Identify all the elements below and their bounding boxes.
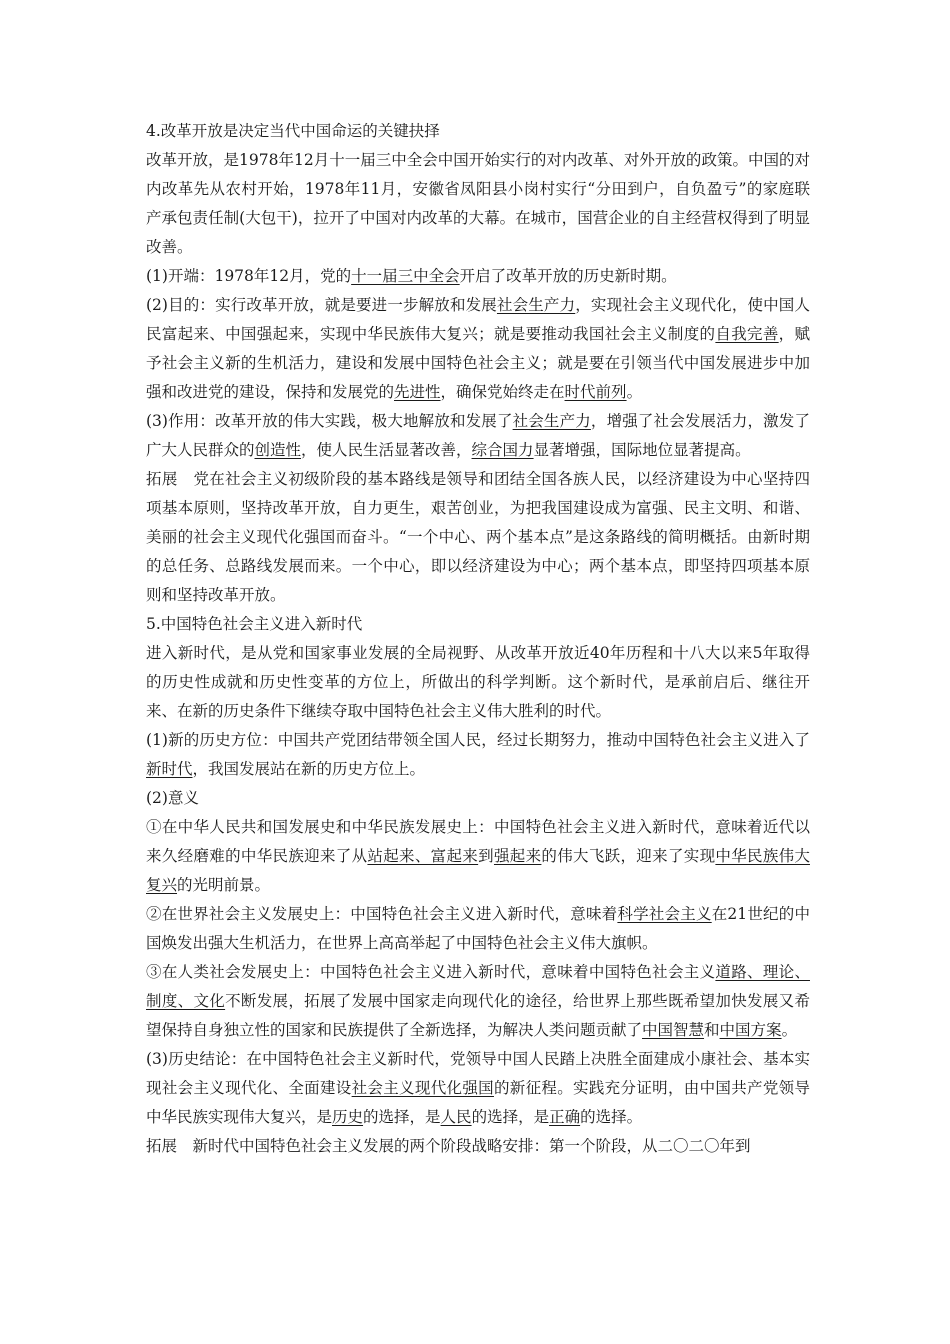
underlined-keyword: 综合国力 [471, 441, 534, 459]
underlined-keyword: 正确 [549, 1108, 581, 1126]
text-run: ，增强了社会发展活力，激发了广大人民群众的 [146, 412, 810, 459]
text-run: ，实现社会主义现代化，使中国人民富起来、中国强起来，实现中华民族伟大复兴；就是要推动我国社会主义制度的 [146, 296, 810, 343]
underlined-keyword: 创造性 [254, 441, 302, 459]
text-run: 不断发展，拓展了发展中国家走向现代化的途径，给世界上那些既希望加快发展又希望保持自身独立性的国家和民族提供了全新选择，为解决人类问题贡献了 [146, 992, 810, 1039]
text-run: (3)作用：改革开放的伟大实践，极大地解放和发展了 [146, 412, 513, 430]
section-5-point-1 [146, 726, 810, 784]
underlined-keyword: 十一届三中全会 [351, 267, 460, 285]
text-run: ③在人类社会发展史上：中国特色社会主义进入新时代，意味着中国特色社会主义 [146, 963, 716, 981]
underlined-keyword: 中国方案 [719, 1021, 782, 1039]
section-5-heading: 5.中国特色社会主义进入新时代 [146, 615, 363, 633]
section-5-meaning-1 [146, 813, 810, 900]
section-5-meaning-3 [146, 958, 810, 1045]
text-run: ，我国发展站在新的历史方位上。 [192, 760, 426, 778]
text-run: 的选择，是 [363, 1108, 441, 1126]
text-run: ②在世界社会主义发展史上：中国特色社会主义进入新时代，意味着 [146, 905, 618, 923]
section-5-extension: 拓展 新时代中国特色社会主义发展的两个阶段战略安排：第一个阶段，从二〇二〇年到 [146, 1137, 751, 1155]
underlined-keyword: 中国智慧 [642, 1021, 705, 1039]
text-run: ①在中华人民共和国发展史和中华民族发展史上：中国特色社会主义进入新时代，意味着近代以来久经磨难的中华民族迎来了从 [146, 818, 810, 865]
section-5-point-3 [146, 1045, 810, 1132]
text-run: 开启了改革开放的历史新时期。 [459, 267, 677, 285]
underlined-keyword: 社会生产力 [496, 296, 576, 314]
text-run: 和 [704, 1021, 720, 1039]
underlined-keyword: 新时代 [146, 760, 193, 778]
text-run: 的伟大飞跃，迎来了实现 [541, 847, 716, 865]
text-run: 到 [478, 847, 494, 865]
underlined-keyword: 先进性 [394, 383, 441, 401]
underlined-keyword: 站起来、富起来 [367, 847, 479, 865]
text-run: 的新征程。实践充分证明，由中国共产党领导中华民族实现伟大复兴，是 [146, 1079, 810, 1126]
text-run: ，赋予社会主义新的生机活力，建设和发展中国特色社会主义；就是要在引领当代中国发展进步中加强和改进党的建设，保持和发展党的 [146, 325, 810, 401]
text-run: 。 [781, 1021, 798, 1039]
section-5-point-2-title: (2)意义 [146, 789, 199, 807]
section-4-point-3 [146, 407, 810, 465]
text-run: 在21世纪的中国焕发出强大生机活力，在世界上高高举起了中国特色社会主义伟大旗帜。 [146, 905, 810, 952]
section-5-meaning-2 [146, 900, 810, 958]
underlined-keyword: 中华民族伟大复兴 [146, 847, 810, 894]
underlined-keyword: 社会主义现代化强国 [351, 1079, 494, 1097]
text-run: 的选择，是 [471, 1108, 550, 1126]
underlined-keyword: 强起来 [493, 847, 542, 865]
text-run: ，确保党始终走在 [440, 383, 565, 401]
underlined-keyword: 道路、理论、制度、文化 [146, 963, 810, 1010]
text-run: 的光明前景。 [177, 876, 271, 894]
underlined-keyword: 人民 [440, 1108, 472, 1126]
section-5-intro: 进入新时代，是从党和国家事业发展的全局视野、从改革开放近40年历程和十八大以来5年取得的历史性成就和历史性变革的方位上，所做出的科学判断。这个新时代，是承前启后、继往开来、在新的历史条件下继续夺取中国特色社会主义伟大胜利的时代。 [146, 644, 810, 720]
section-4-extension: 拓展 党在社会主义初级阶段的基本路线是领导和团结全国各族人民，以经济建设为中心坚持四项基本原则，坚持改革开放，自力更生，艰苦创业，为把我国建设成为富强、民主文明、和谐、美丽的社会主义现代化强国而奋斗。“一个中心、两个基本点”是这条路线的简明概括。由新时期的总任务、总路线发展而来。一个中心，即以经济建设为中心；两个基本点，即坚持四项基本原则和坚持改革开放。 [146, 470, 810, 604]
text-run: (1)新的历史方位：中国共产党团结带领全国人民，经过长期努力，推动中国特色社会主义进入了 [146, 731, 810, 749]
text-run: (1)开端：1978年12月，党的 [146, 267, 352, 285]
document-page [146, 117, 810, 1161]
text-run: ，使人民生活显著改善， [301, 441, 472, 459]
section-4-point-1 [146, 262, 810, 291]
text-run: 显著增强，国际地位显著提高。 [533, 441, 751, 459]
underlined-keyword: 自我完善 [715, 325, 779, 343]
section-4-point-2 [146, 291, 810, 407]
text-run: 的选择。 [580, 1108, 643, 1126]
section-4-intro: 改革开放，是1978年12月十一届三中全会中国开始实行的对内改革、对外开放的政策。中国的对内改革先从农村开始，1978年11月，安徽省凤阳县小岗村实行“分田到户，自负盈亏”的家庭联产承包责任制(大包干)，拉开了中国对内改革的大幕。在城市，国营企业的自主经营权得到了明显改善。 [146, 151, 810, 256]
section-4-heading: 4.改革开放是决定当代中国命运的关键抉择 [146, 122, 440, 140]
underlined-keyword: 时代前列 [564, 383, 627, 401]
text-run: (2)目的：实行改革开放，就是要进一步解放和发展 [146, 296, 497, 314]
underlined-keyword: 社会生产力 [512, 412, 591, 430]
underlined-keyword: 历史 [332, 1108, 364, 1126]
text-run: (3)历史结论：在中国特色社会主义新时代，党领导中国人民踏上决胜全面建成小康社会、基本实现社会主义现代化、全面建设 [146, 1050, 810, 1097]
underlined-keyword: 科学社会主义 [617, 905, 712, 923]
text-run: 。 [626, 383, 643, 401]
